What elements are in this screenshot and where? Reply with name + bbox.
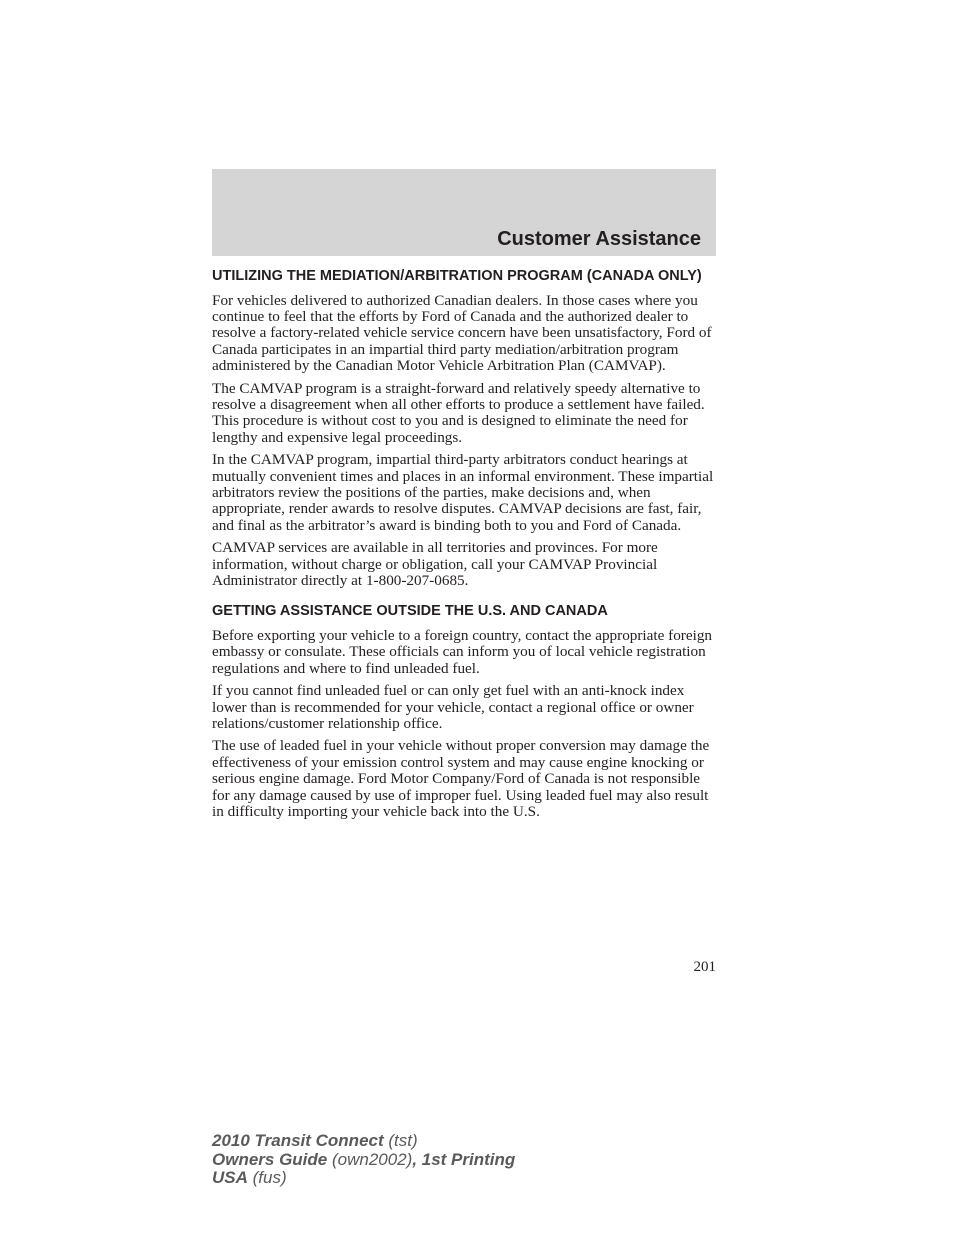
paragraph: The CAMVAP program is a straight-forward and relatively speedy alternative to resolve a disagreement when all other efforts to produce a settlement have failed. This procedure is without cost to you and is designed to eliminate the need for lengthy and expensive legal proceedings. (212, 379, 705, 446)
paragraph: In the CAMVAP program, impartial third-party arbitrators conduct hearings at mutually convenient times and places in an informal environment. These impartial arbitrators review the positions of the parties, make decisions and, when appropriate, render awards to resolve disputes. CAMVAP decisions are fast, fair, and final as the arbitrator’s award is binding both to you and Ford of Canada. (212, 451, 714, 534)
page-content (212, 268, 716, 826)
footer-line-model (212, 1132, 515, 1151)
page-number: 201 (693, 959, 716, 975)
footer-model-code: (tst) (383, 1131, 418, 1150)
print-footer (212, 1132, 515, 1188)
footer-guide: Owners Guide (212, 1149, 328, 1169)
section-title: Customer Assistance (497, 228, 701, 250)
section-header-band (212, 169, 716, 256)
footer-line-market (212, 1169, 515, 1188)
footer-market: USA (212, 1168, 248, 1187)
paragraph: For vehicles delivered to authorized Canadian dealers. In those cases where you continue to feel that the efforts by Ford of Canada and the authorized dealer to resolve a factory-related vehicle service concern have been unsatisfactory, Ford of Canada participates in an impartial third party mediation/arbitration program administered by the Canadian Motor Vehicle Arbitration Plan (CAMVAP). (212, 291, 712, 375)
footer-model: 2010 Transit Connect (212, 1131, 384, 1150)
paragraph: Before exporting your vehicle to a foreign country, contact the appropriate foreign embassy or consulate. These officials can inform you of local vehicle registration regulations and where to find unleaded fuel. (212, 626, 713, 677)
footer-printing: , 1st Printing (412, 1149, 516, 1169)
footer-market-code: (fus) (247, 1168, 287, 1187)
footer-line-guide (212, 1151, 515, 1170)
paragraph: The use of leaded fuel in your vehicle without proper conversion may damage the effectiveness of your emission control system and may cause engine knocking or serious engine damage. Ford Motor Company/Ford of Canada is not responsible for any damage caused by use of improper fuel. Using leaded fuel may also result in difficulty importing your vehicle back into the U.S. (212, 737, 710, 820)
paragraph: If you cannot find unleaded fuel or can only get fuel with an anti-knock index lower than is recommended for your vehicle, contact a regional office or owner relations/customer relationship office. (212, 682, 694, 732)
heading-mediation-program: UTILIZING THE MEDIATION/ARBITRATION PROGRAM (CANADA ONLY) (212, 268, 702, 284)
paragraph: CAMVAP services are available in all territories and provinces. For more information, without charge or obligation, call your CAMVAP Provincial Administrator directly at 1-800-207-0685. (212, 539, 658, 589)
heading-assistance-outside: GETTING ASSISTANCE OUTSIDE THE U.S. AND CANADA (212, 603, 608, 620)
footer-guide-code: (own2002) (327, 1149, 413, 1169)
